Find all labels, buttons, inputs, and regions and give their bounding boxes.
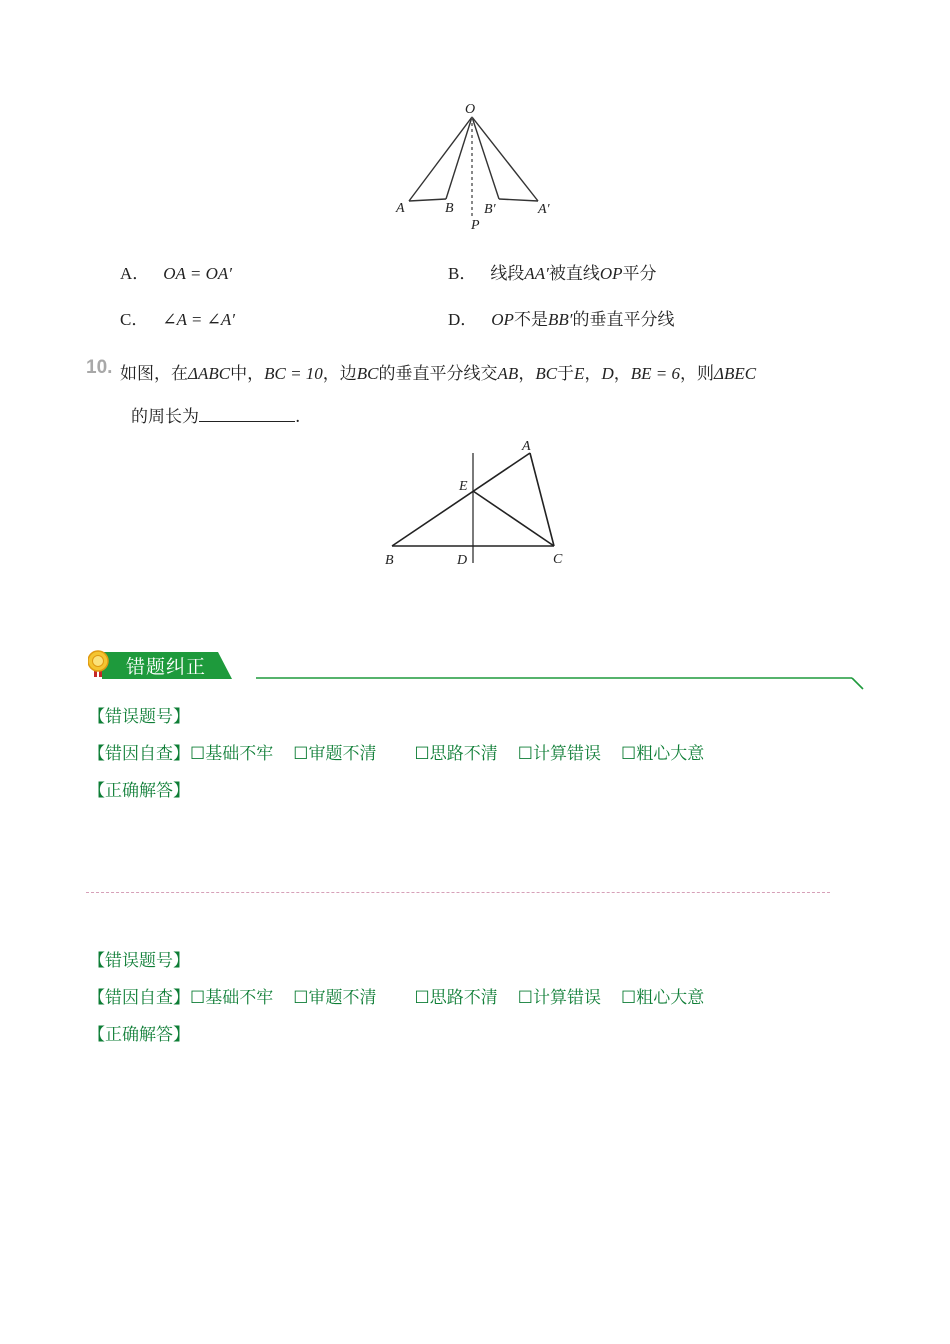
option-d: D． OP不是BB′的垂直平分线: [448, 310, 675, 330]
review-2-cause: 【错因自查】☐基础不牢 ☐审题不清 ☐思路不清 ☐计算错误 ☐粗心大意: [88, 988, 705, 1008]
figure-1-diagram: [390, 100, 570, 240]
option-a: A． OA = OA′: [120, 264, 232, 283]
label-b: B: [445, 201, 454, 216]
review-2-number: 【错误题号】: [88, 951, 190, 971]
choice-careless[interactable]: ☐粗心大意: [621, 988, 705, 1008]
answer-blank[interactable]: [199, 405, 295, 422]
review-1-cause: 【错因自查】☐基础不牢 ☐审题不清 ☐思路不清 ☐计算错误 ☐粗心大意: [88, 744, 705, 764]
question-10-line-2: 的周长为 .: [131, 407, 301, 427]
choice-calculation[interactable]: ☐计算错误: [517, 988, 601, 1008]
choice-reading[interactable]: ☐审题不清: [293, 744, 377, 764]
label-e2: E: [459, 479, 468, 494]
option-b: B． 线段AA′被直线OP平分: [448, 264, 657, 284]
choice-basics[interactable]: ☐基础不牢: [190, 744, 274, 764]
label-a2: A: [522, 439, 531, 454]
section-title: 错题纠正: [126, 656, 207, 678]
choice-reading[interactable]: ☐审题不清: [293, 988, 377, 1008]
review-1-answer: 【正确解答】: [88, 781, 190, 801]
review-2-answer: 【正确解答】: [88, 1025, 190, 1045]
review-1-number: 【错误题号】: [88, 707, 190, 727]
choice-thinking[interactable]: ☐思路不清: [414, 744, 498, 764]
figure-2-diagram: [380, 432, 580, 572]
label-c2: C: [553, 552, 563, 567]
label-b-prime: B′: [484, 202, 496, 217]
choice-careless[interactable]: ☐粗心大意: [621, 744, 705, 764]
choice-thinking[interactable]: ☐思路不清: [414, 988, 498, 1008]
section-rule: [256, 676, 866, 692]
label-o: O: [465, 102, 476, 117]
label-p: P: [471, 218, 480, 233]
label-d2: D: [457, 553, 468, 568]
question-number: 10.: [86, 357, 113, 378]
question-10-line-1: 如图，在ΔABC中，BC = 10，边BC的垂直平分线交AB，BC于E，D，BE = 6，则ΔBEC: [120, 364, 757, 384]
label-b2: B: [385, 553, 394, 568]
choice-basics[interactable]: ☐基础不牢: [190, 988, 274, 1008]
label-a: A: [396, 201, 405, 216]
option-c: C． ∠A = ∠A′: [120, 310, 235, 329]
choice-calculation[interactable]: ☐计算错误: [517, 744, 601, 764]
label-a-prime: A′: [538, 202, 550, 217]
dashed-divider: [86, 892, 830, 893]
